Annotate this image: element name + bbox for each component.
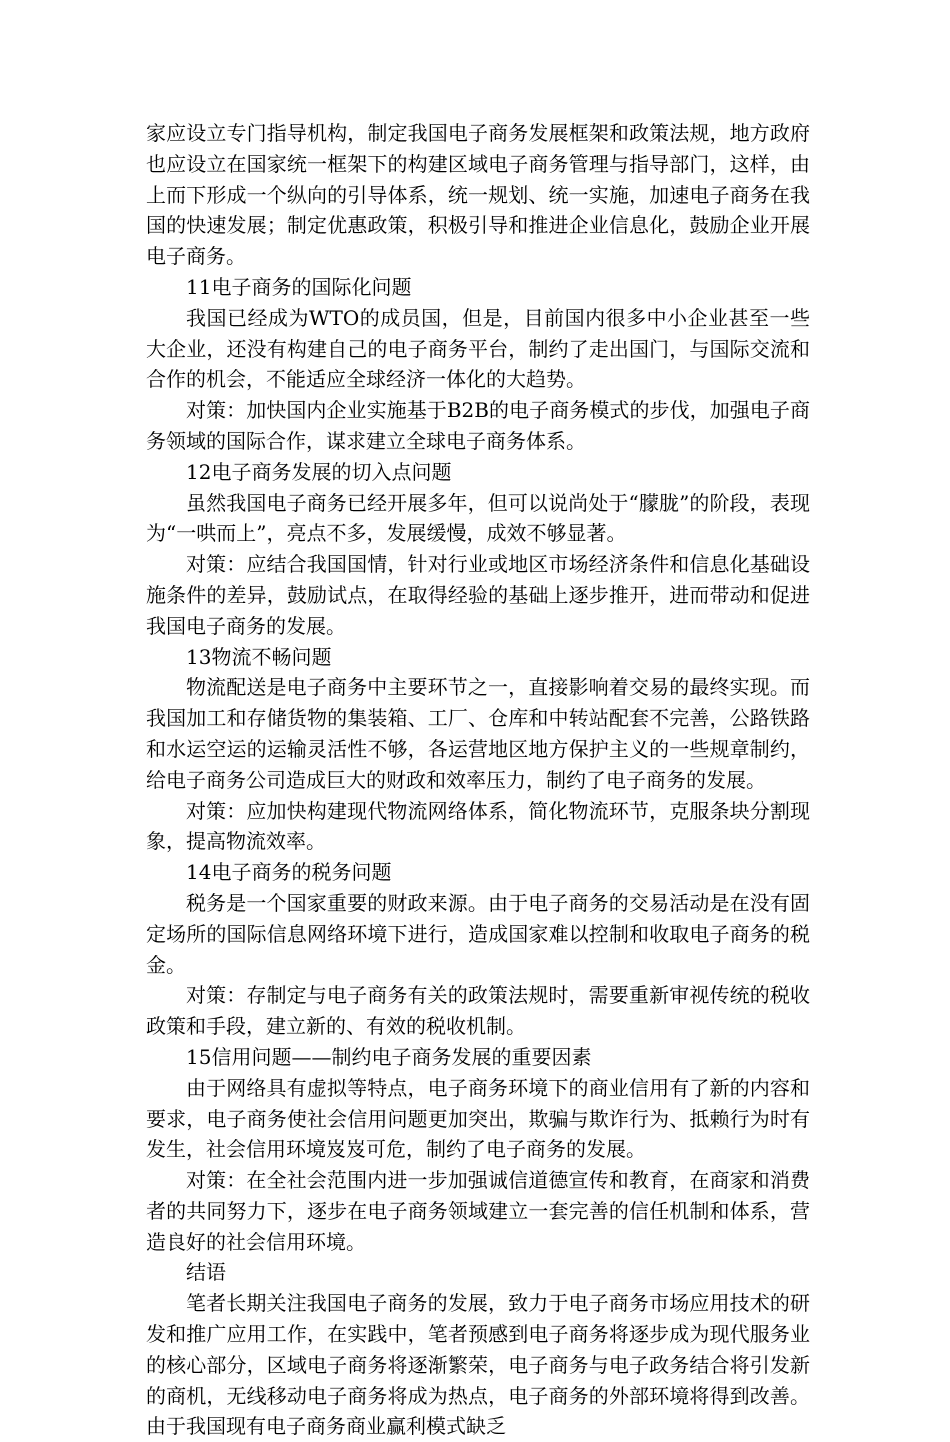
paragraph-conclusion: 笔者长期关注我国电子商务的发展，致力于电子商务市场应用技术的研发和推广应用工作，在实践中，笔者预感到电子商务将逐步成为现代服务业的核心部分，区域电子商务将逐渐繁荣，电子商务与电子政务结合将引发新的商机，无线移动电子商务将成为热点，电子商务的外部环境将得到改善。由于我国现有电子商务商业赢利模式缺乏: [146, 1291, 810, 1439]
paragraph: 物流配送是电子商务中主要环节之一，直接影响着交易的最终实现。而我国加工和存储货物的集装箱、工厂、仓库和中转站配套不完善，公路铁路和水运空运的运输灵活性不够，各运营地区地方保护主义的一些规章制约，给电子商务公司造成巨大的财政和效率压力，制约了电子商务的发展。: [146, 675, 810, 792]
paragraph: 我国已经成为WTO的成员国，但是，目前国内很多中小企业甚至一些大企业，还没有构建自己的电子商务平台，制约了走出国门，与国际交流和合作的机会，不能适应全球经济一体化的大趋势。: [146, 305, 810, 392]
section-heading-13: 13物流不畅问题: [186, 644, 332, 669]
section-heading-conclusion: 结语: [186, 1260, 226, 1285]
section-heading-11: 11电子商务的国际化问题: [186, 274, 412, 299]
paragraph: 由于网络具有虚拟等特点，电子商务环境下的商业信用有了新的内容和要求，电子商务使社会信用问题更加突出，欺骗与欺诈行为、抵赖行为时有发生，社会信用环境岌岌可危，制约了电子商务的发展。: [146, 1075, 810, 1162]
section-heading-15: 15信用问题——制约电子商务发展的重要因素: [186, 1044, 592, 1069]
paragraph-countermeasure: 对策：存制定与电子商务有关的政策法规时，需要重新审视传统的税收政策和手段，建立新的、有效的税收机制。: [146, 983, 810, 1039]
paragraph-countermeasure: 对策：加快国内企业实施基于B2B的电子商务模式的步伐，加强电子商务领域的国际合作，谋求建立全球电子商务体系。: [146, 398, 810, 453]
paragraph: 税务是一个国家重要的财政来源。由于电子商务的交易活动是在没有固定场所的国际信息网络环境下进行，造成国家难以控制和收取电子商务的税金。: [146, 890, 810, 977]
paragraph-countermeasure: 对策：应结合我国国情，针对行业或地区市场经济条件和信息化基础设施条件的差异，鼓励试点，在取得经验的基础上逐步推开，进而带动和促进我国电子商务的发展。: [146, 552, 810, 638]
paragraph-continuation: 家应设立专门指导机构，制定我国电子商务发展框架和政策法规，地方政府也应设立在国家统一框架下的构建区域电子商务管理与指导部门，这样，由上而下形成一个纵向的引导体系，统一规划、统一实施，加速电子商务在我国的快速发展；制定优惠政策，积极引导和推进企业信息化，鼓励企业开展电子商务。: [146, 121, 810, 269]
paragraph-countermeasure: 对策：在全社会范围内进一步加强诚信道德宣传和教育，在商家和消费者的共同努力下，逐步在电子商务领域建立一套完善的信任机制和体系，营造良好的社会信用环境。: [146, 1168, 810, 1254]
paragraph: 虽然我国电子商务已经开展多年，但可以说尚处于“朦胧”的阶段，表现为“一哄而上”，亮点不多，发展缓慢，成效不够显著。: [146, 490, 810, 546]
section-heading-14: 14电子商务的税务问题: [186, 860, 392, 885]
section-heading-12: 12电子商务发展的切入点问题: [186, 459, 452, 484]
document-body: [146, 118, 810, 1442]
paragraph-countermeasure: 对策：应加快构建现代物流网络体系，简化物流环节，克服条块分割现象，提高物流效率。: [146, 798, 810, 854]
